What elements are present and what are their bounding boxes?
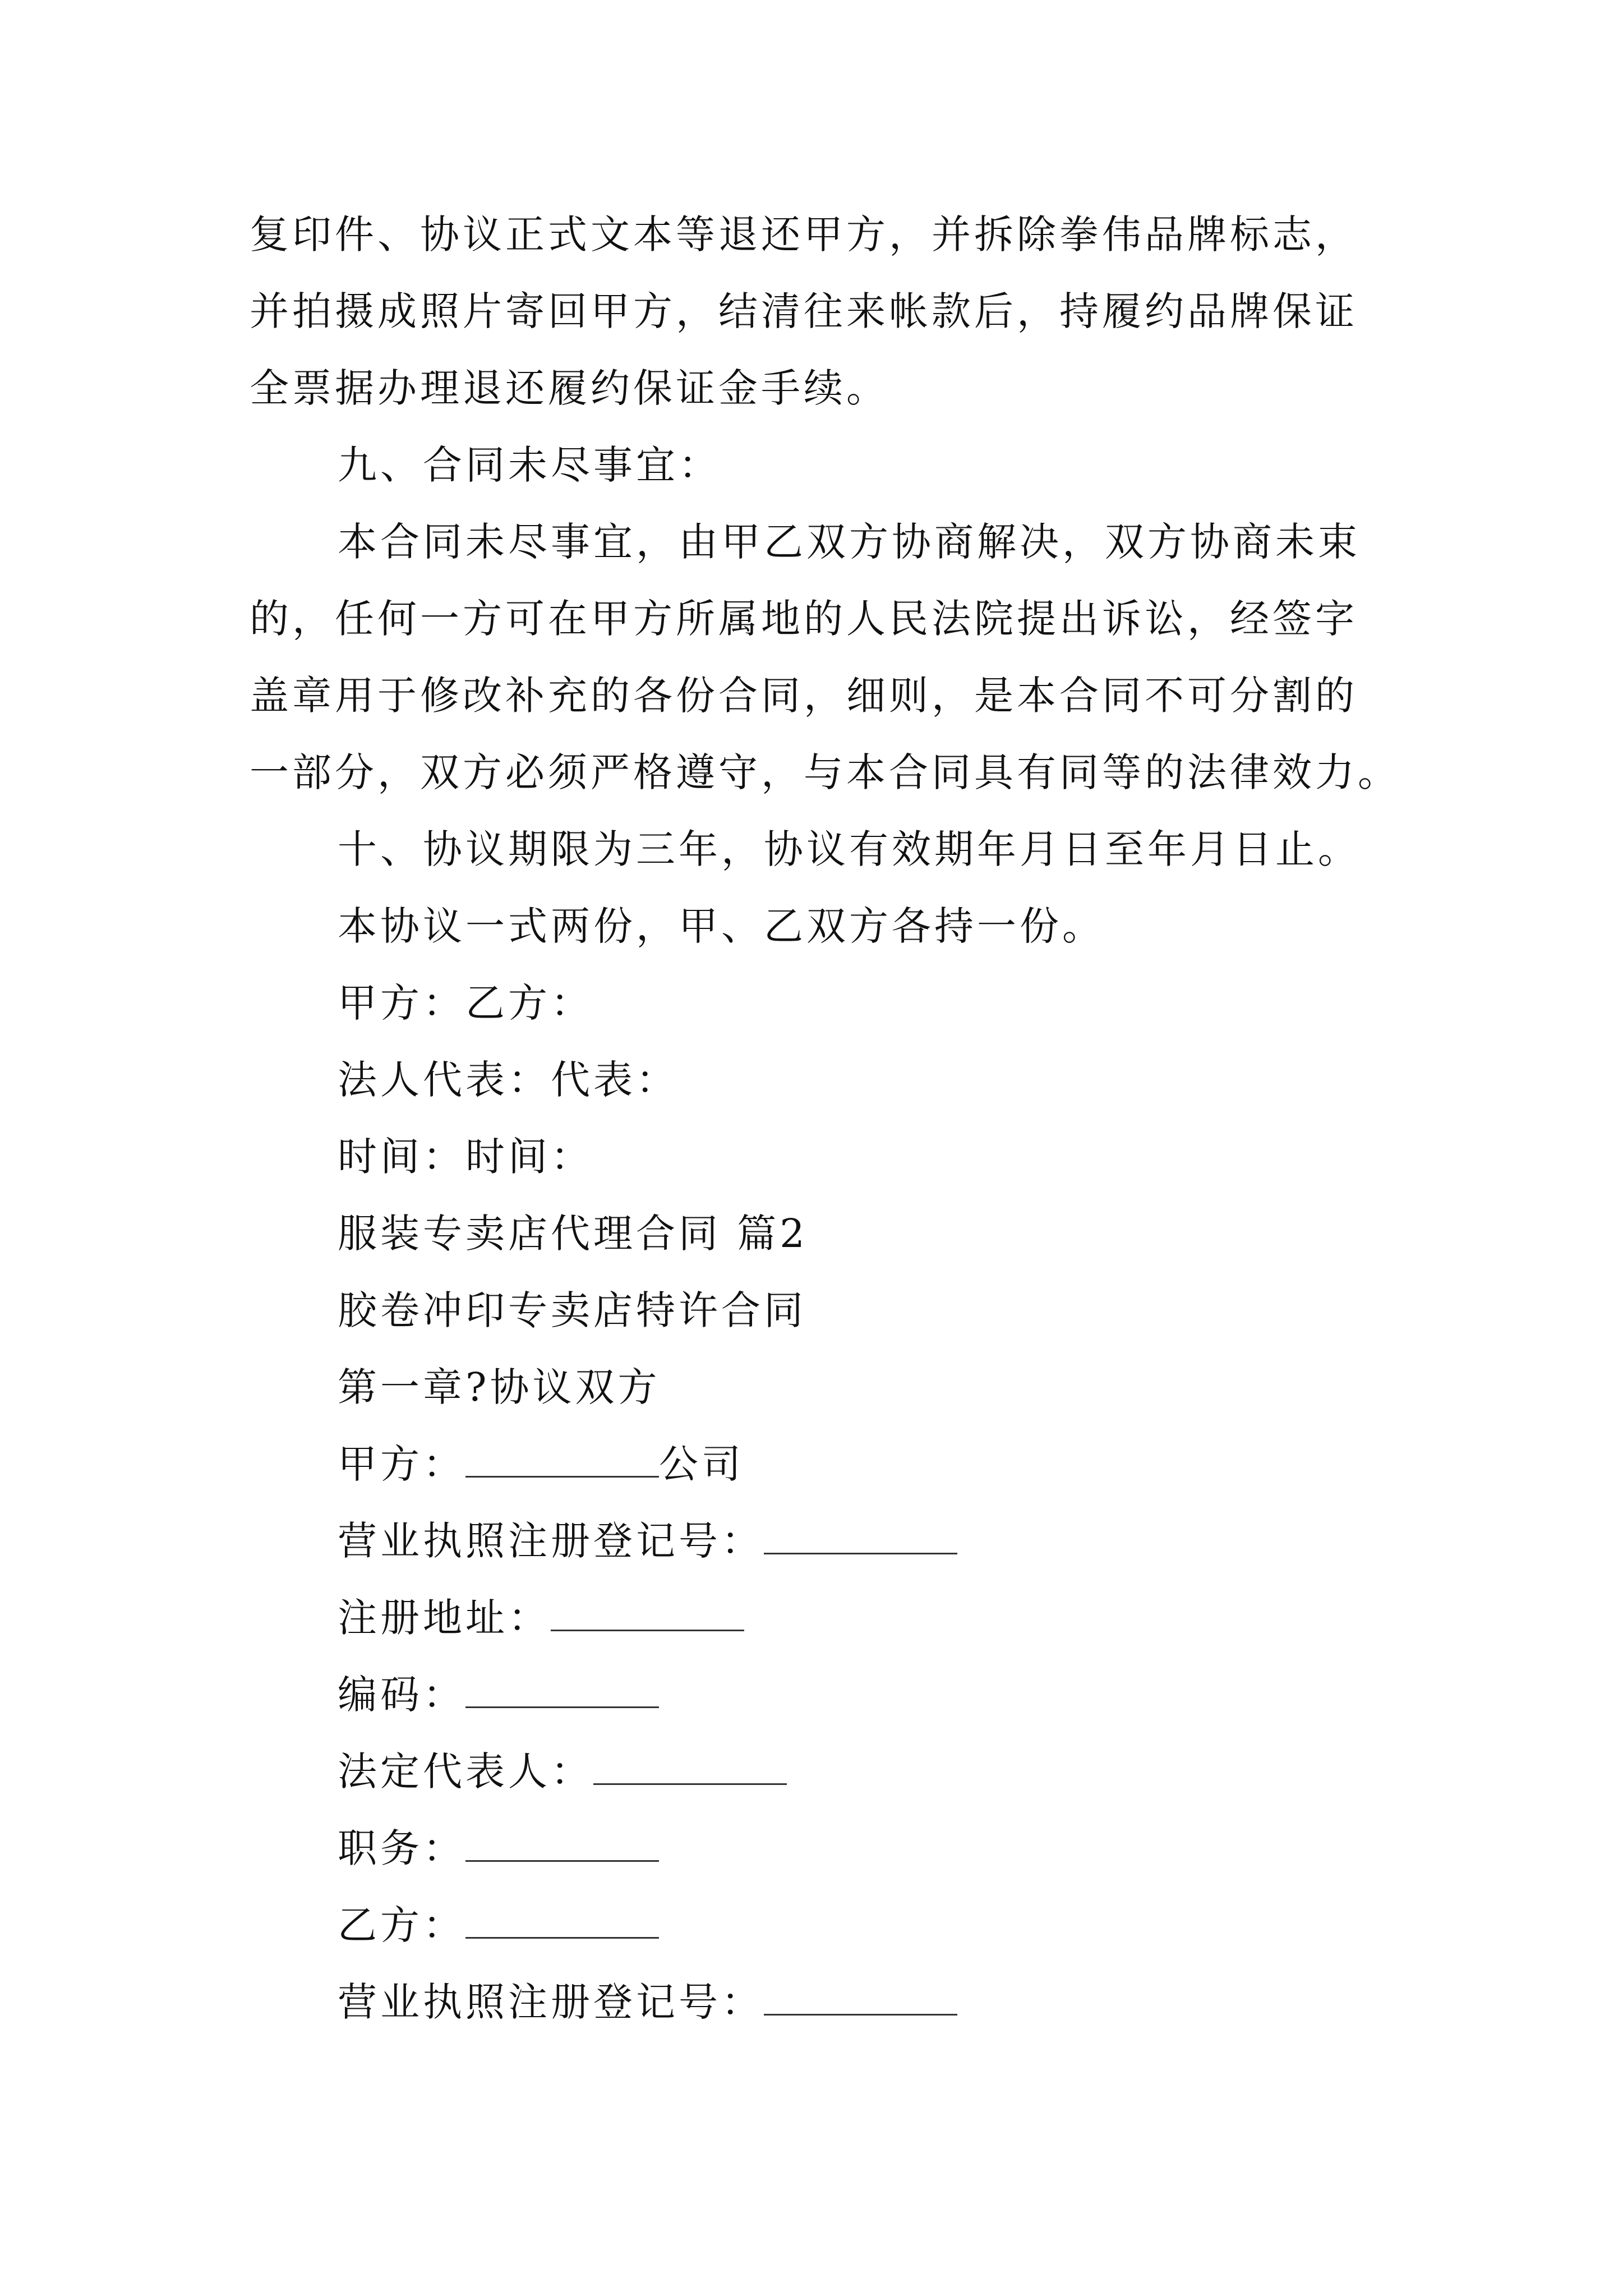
paragraph-line: 一部分，双方必须严格遵守，与本合同具有同等的法律效力。 xyxy=(250,749,1400,795)
contract-title: 服装专卖店代理合同 篇2 xyxy=(338,1211,808,1257)
contract-subtitle: 胶卷冲印专卖店特许合同 xyxy=(338,1287,806,1333)
legal-rep-blank xyxy=(593,1744,787,1785)
postcode-label: 编码： xyxy=(338,1672,465,1718)
paragraph-line: 全票据办理退还履约保证金手续。 xyxy=(250,365,889,411)
address-blank xyxy=(551,1590,744,1631)
legal-rep-label: 法定代表人： xyxy=(338,1749,593,1795)
party-b-field xyxy=(250,1887,1394,1964)
section-heading-ten: 十、协议期限为三年，协议有效期年月日至年月日止。 xyxy=(338,826,1361,872)
signature-parties: 甲方：乙方： xyxy=(338,980,593,1026)
legal-rep-field xyxy=(250,1733,1394,1810)
party-a-blank xyxy=(465,1437,659,1478)
position-label: 职务： xyxy=(338,1825,465,1871)
paragraph-line: 本合同未尽事宜，由甲乙双方协商解决，双方协商未束 xyxy=(338,519,1361,565)
party-a-suffix: 公司 xyxy=(659,1441,744,1487)
party-a-field xyxy=(250,1426,1394,1503)
license-label: 营业执照注册登记号： xyxy=(338,1518,764,1564)
party-a-label: 甲方： xyxy=(338,1441,465,1487)
paragraph-line: 的，任何一方可在甲方所属地的人民法院提出诉讼，经签字 xyxy=(250,596,1358,642)
address-label: 注册地址： xyxy=(338,1595,551,1641)
paragraph-line: 本协议一式两份，甲、乙双方各持一份。 xyxy=(338,903,1105,949)
party-b-blank xyxy=(465,1898,659,1939)
signature-representatives: 法人代表：代表： xyxy=(338,1057,679,1103)
party-b-label: 乙方： xyxy=(338,1902,465,1948)
postcode-field xyxy=(250,1657,1394,1733)
postcode-blank xyxy=(465,1667,659,1708)
position-blank xyxy=(465,1821,659,1862)
license-field-a xyxy=(250,1503,1394,1580)
signature-dates: 时间：时间： xyxy=(338,1134,593,1180)
license-label-b: 营业执照注册登记号： xyxy=(338,1979,764,2025)
address-field xyxy=(250,1580,1394,1657)
chapter-heading: 第一章?协议双方 xyxy=(338,1364,661,1410)
paragraph-line: 盖章用于修改补充的各份合同，细则，是本合同不可分割的 xyxy=(250,673,1358,719)
position-field xyxy=(250,1810,1394,1887)
section-heading-nine: 九、合同未尽事宜： xyxy=(338,442,721,488)
license-blank xyxy=(764,1513,957,1554)
license-field-b xyxy=(250,1964,1394,2041)
contract-body xyxy=(250,196,1400,2041)
paragraph-line: 并拍摄成照片寄回甲方，结清往来帐款后，持履约品牌保证 xyxy=(250,288,1358,334)
license-blank-b xyxy=(764,1975,957,2016)
paragraph-line: 复印件、协议正式文本等退还甲方，并拆除拳伟品牌标志， xyxy=(250,211,1358,257)
